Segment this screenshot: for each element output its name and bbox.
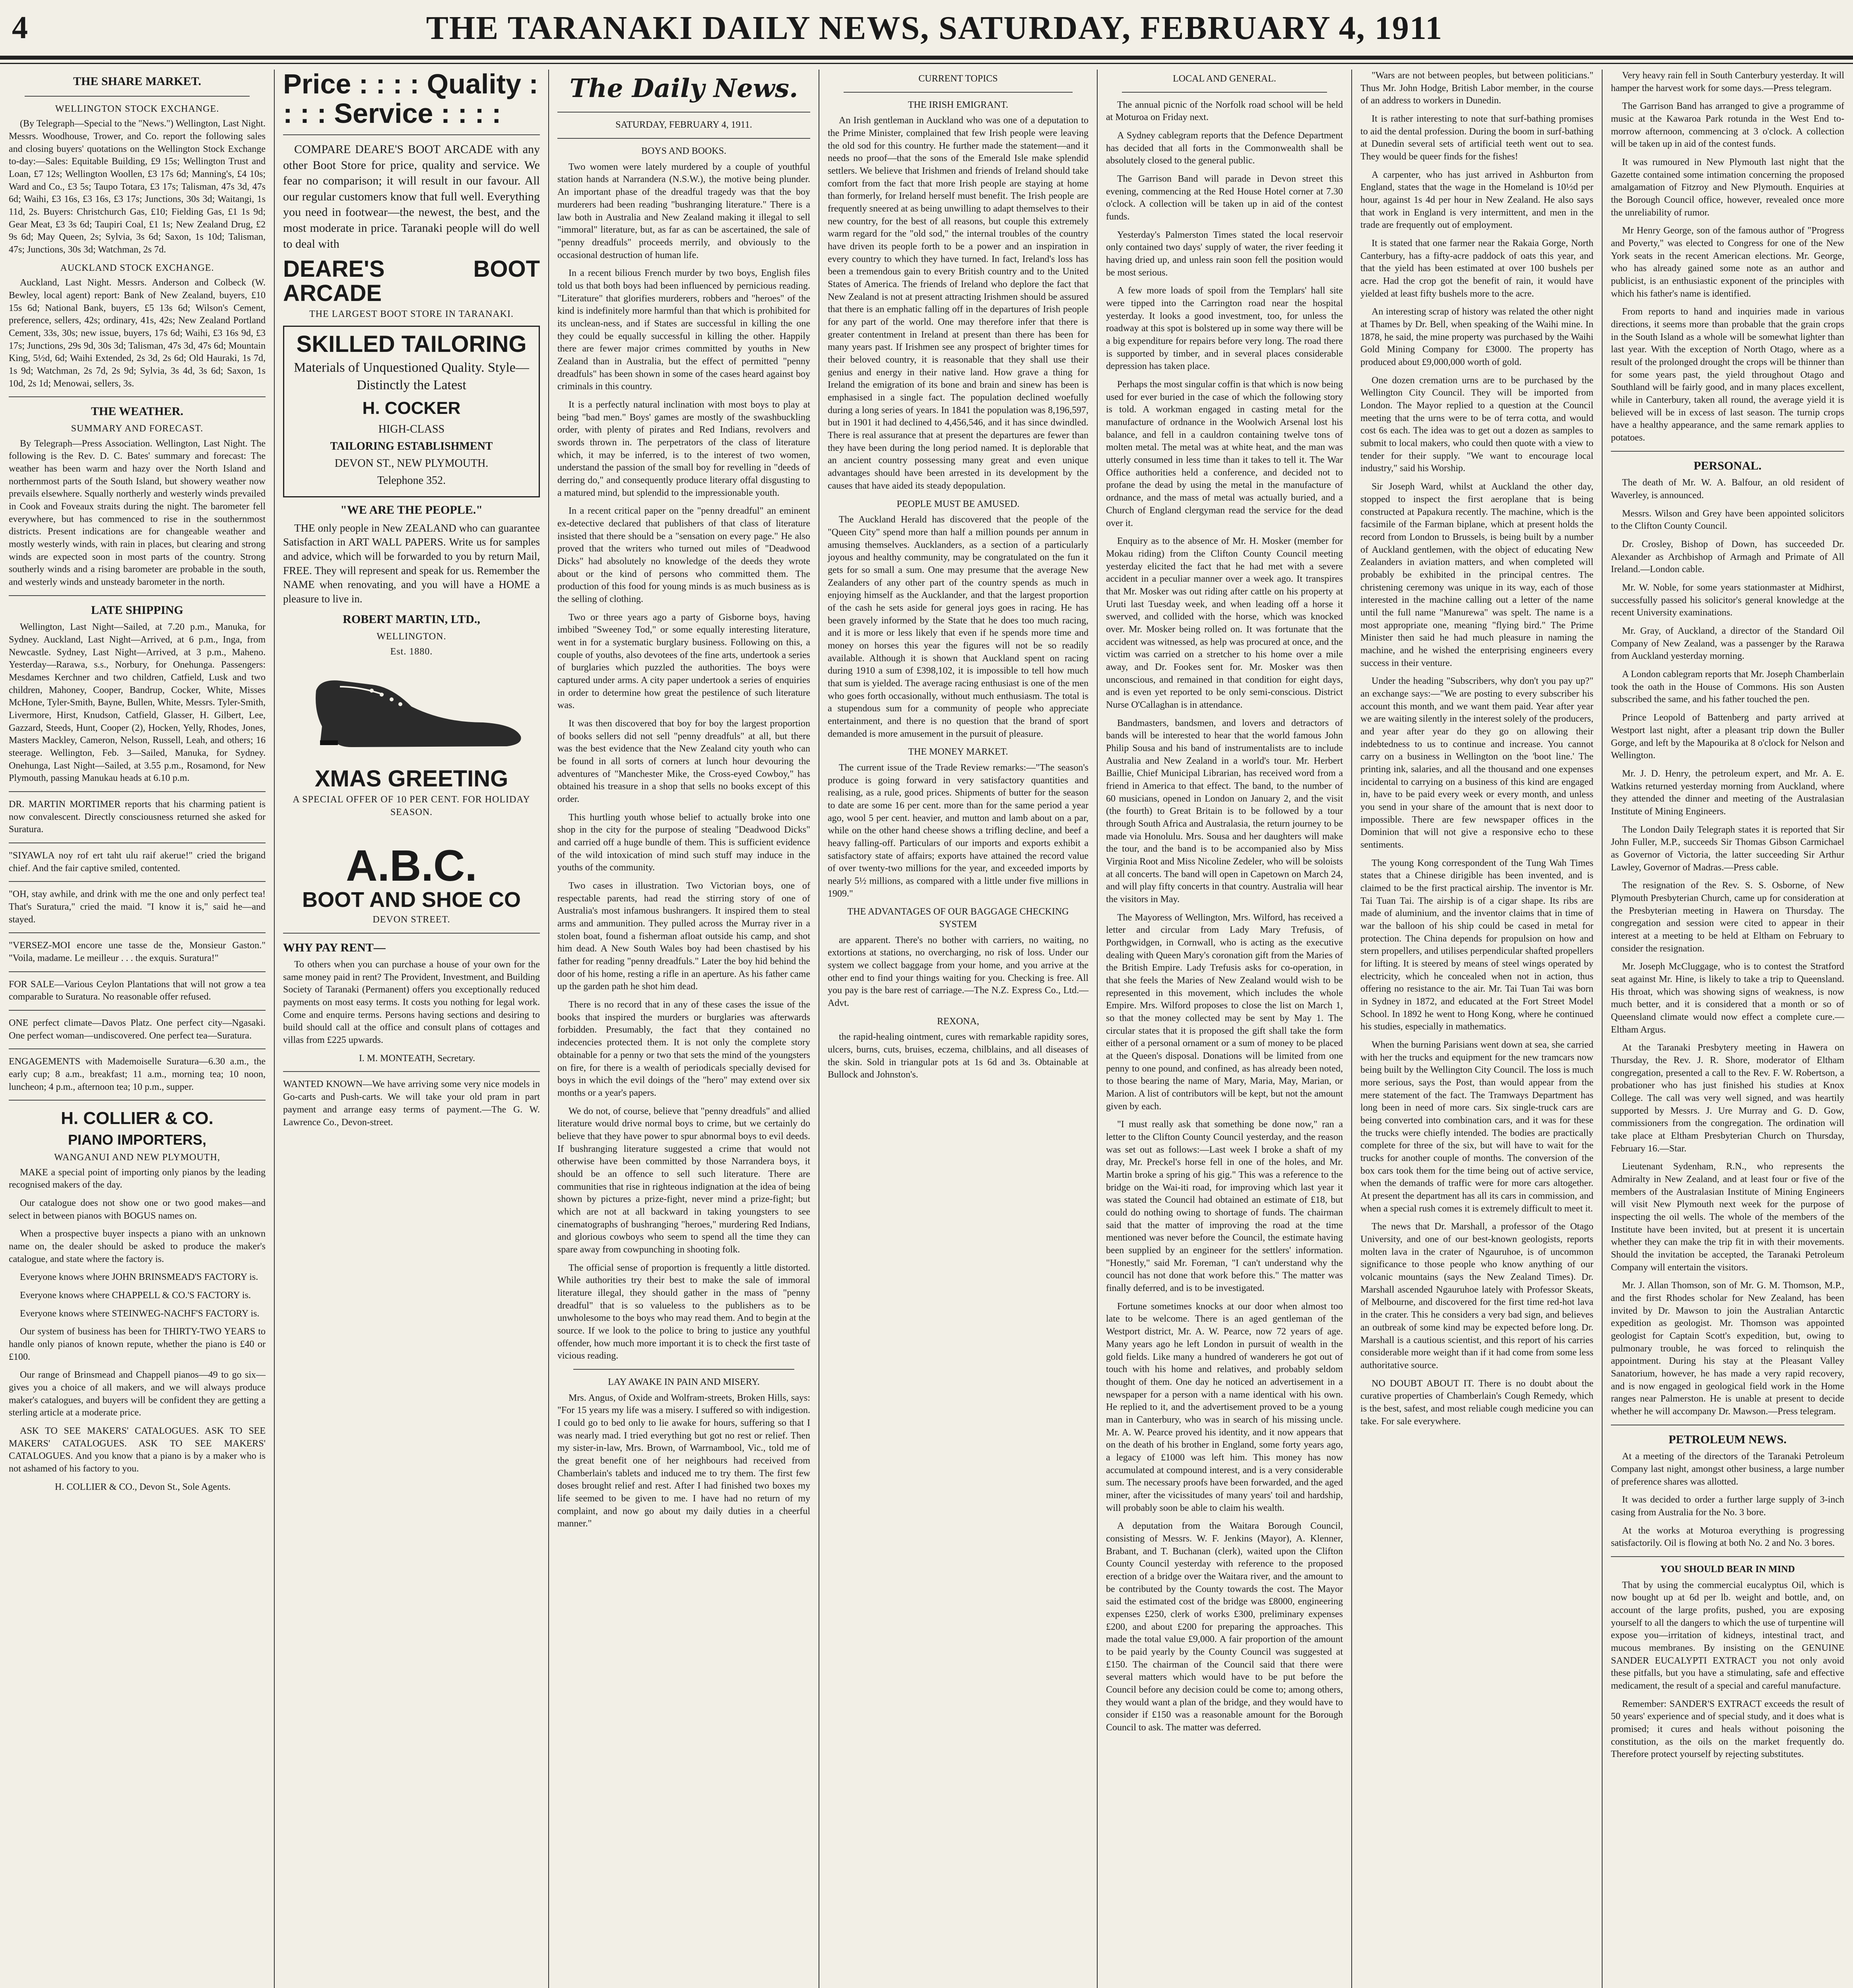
rent-ad-title: WHY PAY RENT— (283, 941, 386, 954)
abc-ad-name: BOOT AND SHOE CO (302, 888, 521, 912)
column-1 (0, 70, 274, 1988)
page-number: 4 (12, 10, 28, 45)
personal-item: Mr. J. D. Henry, the petroleum expert, and Mr. A. E. Watkins returned yesterday morning from Auckland, where they attended the dinner and meeting of the Australasian Institute of Mining Engineers. (1611, 768, 1844, 817)
news-item: NO DOUBT ABOUT IT. There is no doubt about the curative properties of Chamberlain's Cough Remedy, which is the best, safest, and most reliable cough medicine you can take. For sale everywhere. (1360, 1378, 1593, 1427)
divider (9, 1100, 266, 1101)
suratura-notice: FOR SALE—Various Ceylon Plantations that will not grow a tea comparable to Suratura. No reasonable offer refused. (9, 979, 266, 1002)
deare-ad-tagline: THE LARGEST BOOT STORE IN TARANAKI. (309, 309, 514, 319)
divider (283, 1071, 540, 1072)
editorial-date: SATURDAY, FEBRUARY 4, 1911. (615, 120, 752, 130)
martin-ad-text: THE only people in New ZEALAND who can guarantee Satisfaction in ART WALL PAPERS. Write us for samples and advice, which will be forwarded to you by return Mail, FREE. They will represent and speak for us. Remember the NAME when renovating, and you will have a HOME a pleasure to live in. (283, 522, 540, 605)
personal-item: Messrs. Wilson and Grey have been appointed solicitors to the Clifton County Council. (1611, 508, 1844, 532)
news-item: Perhaps the most singular coffin is that which is now being used for ever buried in the case of which the following story is told. A workman engaged in casting metal for the manufacture of ordnance in the Woolwich Arsenal lost his balance, and fell in a cauldron containing twelve tons of molten metal. The metal was at white heat, and the man was utterly consumed in less time than it takes to tell it. The War Office authorities held a conference, and decided not to profane the dead by using the metal in the manufacture of ordnance, and the mass of metal was actually buried, and a Church of England clergyman read the service for the dead over it. (1106, 379, 1343, 528)
cocker-ad-address: DEVON ST., NEW PLYMOUTH. (334, 457, 489, 470)
collier-ad-subtitle: PIANO IMPORTERS, (68, 1131, 207, 1148)
personal-item: Mr. W. Noble, for some years stationmaster at Midhirst, successfully passed his solicitor's general knowledge at the recent University examinations. (1611, 582, 1844, 618)
collier-ad-paragraph: Everyone knows where STEINWEG-NACHF'S FACTORY is. (20, 1308, 260, 1319)
personal-item: At the Taranaki Presbytery meeting in Hawera on Thursday, the Rev. J. R. Shore, moderator of Eltham congregation, presented a call to the Rev. F. W. Robertson, a probationer who has just finished his studies at Knox College. The call was very well signed, and was heartily supported by Messrs. J. Ure Murray and G. D. Gow, commissioners from the congregation. The ordination will take place at Eltham Presbyterian Church on Thursday, February 16.—Star. (1611, 1043, 1844, 1154)
news-item: When the burning Parisians went down at sea, she carried with her the trucks and equipment for the new tramcars now being built by the Wellington City Council. The loss is much more serious, says the Post, than would appear from the mere statement of the fact. The Tramways Department has long been in need of more cars. Six single-truck cars are being converted into combination cars, and it was for these the trucks were chiefly intended. The bodies are practically complete for three of the six, but will have to wait for the trucks for another couple of months. The conversion of the box cars took them for the time being out of active service, when the demands of traffic were for more cars altogether. At present the department has all its cars in commission, and when a special rush comes it is extremely difficult to meet it. (1360, 1040, 1593, 1214)
news-item: Very heavy rain fell in South Canterbury yesterday. It will hamper the harvest work for some days.—Press telegram. (1611, 70, 1844, 93)
editorial-paragraph: We do not, of course, believe that "penny dreadfuls" and allied literature would drive normal boys to crime, but we certainly do believe that they have power to spur abnormal boys to evil deeds. If bushranging literature suggested a crime that would not otherwise have been committed by those Narrandera boys, it should be an offence to sell such literature. There are communities that rise in righteous indignation at the idea of being shown by pictures a prize-fight, never mind a prize-fight; but which are not at all backward in taking youngsters to see cinematographs of bushranging "heroes," murdering Red Indians, and glorious cowboys who seem to spend all the time they can spare away from cowpunching in shooting folk. (557, 1106, 810, 1255)
deare-ad-heading: Price : : : : Quality : : : : Service : : : : (283, 70, 538, 129)
news-item: A deputation from the Waitara Borough Council, consisting of Messrs. W. F. Jenkins (Mayor), A. Klenner, Brabant, and T. Buchanan (clerk), waited upon the Clifton County Council yesterday with reference to the proposed erection of a bridge over the Waitara river, and the amount to be contributed by the County towards the cost. The Mayor said the estimated cost of the bridge was £8000, engineering expenses £250, clerk of works £300, preliminary expenses £200, and about £200 for preparing the approaches. This made the total value £9,000. A fair proportion of the amount to be paid yearly by the County Council was suggested at £150. The chairman of the Council said that there were several matters which would have to be put before the Council before any decision could be come to; among others, they would want a plan of the bridge, and they would have to consider if £150 was a reasonable amount for the Borough Council to ask. The matter was deferred. (1106, 1521, 1343, 1733)
divider (1122, 92, 1327, 93)
divider (557, 112, 810, 113)
divider (1611, 1556, 1844, 1557)
divider (283, 933, 540, 934)
personal-item: Mr. J. Allan Thomson, son of Mr. G. M. Thomson, M.P., and the first Rhodes scholar for New Zealand, has been invited by Dr. Mawson to join the Australian Antarctic expedition as geologist. Mr. Thomson was appointed geologist for Captain Scott's expedition, but, owing to pulmonary trouble, he was forced to relinquish the appointment. During his stay at the Pleasant Valley Sanatorium, however, he has made a very rapid recovery, and is now engaged in geological field work in the Home ranges near Palmerston. He is unable at present to decide whether he will accompany Dr. Mawson.—Press telegram. (1611, 1280, 1844, 1417)
deare-ad-text: COMPARE DEARE'S BOOT ARCADE with any other Boot Store for price, quality and service. We fear no comparison; it will result in our favour. All our regular customers know that full well. Everything you need in footwear—the newest, the best, and the most moderate in price. Taranaki people will do well to deal with (283, 143, 540, 250)
suratura-notice: "VERSEZ-MOI encore une tasse de the, Monsieur Gaston." "Voila, madame. Le meilleur . . . the exquis. Suratura!" (9, 940, 266, 964)
collier-ad-paragraph: Everyone knows where CHAPPELL & CO.'S FACTORY is. (20, 1290, 251, 1301)
divider (283, 134, 540, 135)
suratura-notice: "SIYAWLA noy rof ert taht ulu raif akerue!" cried the brigand chief. And the fair captive smiled, contented. (9, 850, 266, 874)
editorial-paragraph: In a recent bilious French murder by two boys, English files told us that both boys had been influenced by pernicious reading. "Literature" that glorifies murderers, robbers and "heroes" of the kind is indefinitely more harmful than that which is prohibited for its unclean-ness, and if States are successful in killing the one they could be equally successful in killing the other. Happily there are fewer major crimes committed by youths in New Zealand than in Australia, but the effect of permitted "penny dreadfuls" has been shown in some of the cases heard against boy criminals in this country. (557, 268, 810, 392)
news-item: The Garrison Band will parade in Devon street this evening, commencing at the Red House Hotel corner at 7.30 o'clock. A collection will be taken up in aid of the contest funds. (1106, 174, 1343, 222)
collier-ad-paragraph: Everyone knows where JOHN BRINSMEAD'S FACTORY is. (20, 1272, 258, 1283)
editorial-paragraph: Two women were lately murdered by a couple of youthful station hands at Narrandera (N.S.W.), the motive being plunder. An important phase of the dreadful tragedy was that the boy murderers had been reading "bushranging literature." There is a law both in Australia and New Zealand making it illegal to sell "immoral" literature, but, as far as can be ascertained, the sale of "penny dreadfuls" proceeds merrily, and obviously to the occasional destruction of human life. (557, 161, 810, 260)
abc-ad-title: A.B.C. (346, 841, 477, 890)
divider (9, 971, 266, 972)
weather-subtitle: SUMMARY AND FORECAST. (71, 423, 204, 434)
bear-in-mind-closing: Remember: SANDER'S EXTRACT exceeds the result of 50 years' experience and of special study, and it does what is promised; it cures and heals without poisoning the constitution, as the oils on the market frequently do. Therefore protect yourself by rejecting substitutes. (1611, 1699, 1844, 1760)
column-3-editorial (549, 70, 819, 1988)
article-title: THE IRISH EMIGRANT. (908, 99, 1009, 110)
xmas-greeting-title: XMAS GREETING (314, 766, 508, 792)
divider (25, 96, 250, 97)
suratura-notice: ENGAGEMENTS with Mademoiselle Suratura—6.30 a.m., the early cup; 8 a.m., breakfast; 11 a.m., morning tea; 10 noon, luncheon; 4 p.m., afternoon tea; 10 p.m., supper. (9, 1056, 266, 1092)
news-item: Enquiry as to the absence of Mr. H. Mosker (member for Mokau riding) from the Clifton County Council meeting yesterday elicited the fact that he had met with a severe accident in a peculiar manner over a week ago. It transpires that Mr. Mosker was out riding after cattle on his property at Uruti last Tuesday week, and when leading off a horse it swerved, and collided with the horse, which was knocked over. Mr. Mosker being rolled on. It was fortunate that the accident was witnessed, as help was procured at once, and the victim was carried on a stretcher to his home over a mile away, and Dr. Fookes sent for. Mr. Mosker was then unconscious, and remained in that condition for eight days, and is even yet reported to be only semi-conscious. District Nurse O'Callaghan is in attendance. (1106, 536, 1343, 710)
news-item: Bandmasters, bandsmen, and lovers and detractors of bands will be interested to hear that the world famous John Philip Sousa and his band of instrumentalists are to include Australia and New Zealand in a world's tour. Mr. Herbert Baillie, Chief Municipal Librarian, has received word from a friend in America to that effect. The band, to the number of 60 musicians, opened in London on January 2, and the visit (the fourth) to Great Britain is to be followed by a tour through South Africa and Australasia, the return journey to be made via Honolulu. Mrs. Sousa and her daughters will make the tour, and the band is to be accompanied also by Miss Virginia Root and Miss Nicoline Zedeler, who will be soloists at all concerts. The band will open in Capetown on March 24, and will play fifty concerts in that country. Australia will hear the visitors in May. (1106, 718, 1343, 905)
editorial-title: BOYS AND BOOKS. (641, 146, 727, 157)
weather-title: THE WEATHER. (91, 405, 184, 418)
suratura-notice: "OH, stay awhile, and drink with me the one and only perfect tea! That's Suratura," cried the maid. "I know it is," said he—and stayed. (9, 889, 266, 925)
divider (9, 595, 266, 596)
news-item: A Sydney cablegram reports that the Defence Department has decided that all forts in the Commonwealth shall be absolutely closed to the general public. (1106, 130, 1343, 166)
suratura-notice: DR. MARTIN MORTIMER reports that his charming patient is now convalescent. Directly consciousness returned she asked for Suratura. (9, 799, 266, 835)
article-text: the rapid-healing ointment, cures with remarkable rapidity sores, ulcers, burns, cuts, bruises, eczema, chilblains, and all diseases of the skin. Sold in triangular pots at 1s 6d and 3s. Obtainable at Bullock and Johnston's. (828, 1032, 1089, 1080)
collier-ad-location: WANGANUI AND NEW PLYMOUTH, (54, 1152, 220, 1163)
news-item: The Garrison Band has arranged to give a programme of music at the Kawaroa Park rotunda in the West End to-morrow afternoon, commencing at 3 o'clock. A collection will be taken up in aid of the contest funds. (1611, 101, 1844, 149)
cocker-ad-telephone: Telephone 352. (377, 474, 446, 487)
news-item: "Wars are not between peoples, but between politicians." Thus Mr. John Hodge, British Labor member, in the course of an address to workers in Dunedin. (1360, 70, 1593, 106)
news-item: One dozen cremation urns are to be purchased by the Wellington City Council. They will be imported from London. The Mayor replied to a question at the Council meeting that the urns were to be of terra cotta, and would cost 6s each. The idea was to get out a dozen as samples to submit to local makers, who could then quote with a view to tender for their supply. "We want to encourage local industry," said his Worship. (1360, 375, 1593, 474)
cocker-ad-class: HIGH-CLASS (378, 423, 445, 436)
personal-item: Mr. Joseph McCluggage, who is to contest the Stratford seat against Mr. Hine, is likely to take a trip to Queensland. His throat, which was showing signs of weakness, is now much better, and it is considered that a month or so of Queensland climate would now effect a complete cure.—Eltham Argus. (1611, 961, 1844, 1035)
personal-item: The death of Mr. W. A. Balfour, an old resident of Waverley, is announced. (1611, 478, 1844, 501)
news-item: The young Kong correspondent of the Tung Wah Times states that a Chinese dirigible has been invented, and is claimed to be the first practical airship. The inventor is Mr. Tai Tuan Tai. The airship is of a cigar shape. Its ribs are made of aluminium, and the inventor claims that in time of war the balloon of his ship could be cased in metal for protection. The China depends for propulsion on how and stern propellers, and utilises perpendicular shafted propellers for lifting. It is steered by means of steel wings operated by electricity, which he concealed when not in action, thus offering no resistance to the air. Mr. Tai Tuan Tai was born in Sydney in 1872, and educated at the Fort Street Model School. In 1892 he went to Hong Kong, where he continued his studies, especially in mathematics. (1360, 858, 1593, 1032)
personal-item: Lieutenant Sydenham, R.N., who represents the Admiralty in New Zealand, and at least four or five of the members of the Australasian Institute of Mining Engineers will visit New Plymouth next week for the purpose of inspecting the oil wells. The whole of the members of the Institute have been invited, but at present it is uncertain whether they can make the trip fit in with their movements. Should the invitation be accepted, the Taranaki Petroleum Company will entertain the visitors. (1611, 1161, 1844, 1273)
collier-ad-paragraph: When a prospective buyer inspects a piano with an unknown name on, the dealer should be asked to produce the maker's catalogue, and state where the factory is. (9, 1229, 266, 1264)
editorial-paragraph: Two cases in illustration. Two Victorian boys, one of respectable parents, had read the stirring story of one of Australia's most infamous bushrangers. It inspired them to steal arms and ammunition. They pulled across the Murray river in a stolen boat, found a fisherman afloat outside his camp, and shot him dead. A New South Wales boy had been chastised by his father for reading "penny dreadfuls." Later the boy hid behind the door of his home, resting a rifle in an aperture. As his father came up the garden path he shot him dead. (557, 881, 810, 992)
personal-item: The resignation of the Rev. S. S. Osborne, of New Plymouth Presbyterian Church, came up for consideration at the Presbyterian meeting in Hawera on Thursday. The congregation and session were cited to appear in their interest at a meeting to be held at Eltham on February to consider the resignation. (1611, 880, 1844, 954)
news-item: An interesting scrap of history was related the other night at Thames by Dr. Bell, when speaking of the Waihi mine. In 1878, he said, the mine property was purchased by the Waihi Gold Mining Company for £3000. The property has produced about £9,000,000 worth of gold. (1360, 307, 1593, 368)
divider (557, 138, 810, 139)
divider (9, 396, 266, 397)
bear-in-mind-text: That by using the commercial eucalyptus Oil, which is now bought up at 6d per lb. weight and bottle, and, on account of the large profits, pushed, you are exposing yourself to all the dangers to which the use of turpentine will expose you—irritation of kidneys, intestinal tract, and mucous membranes. By insisting on the GENUINE SANDER EUCALYPTI EXTRACT you not only avoid these pitfalls, but you have a stimulating, safe and effective medicament, the result of a special and careful manufacture. (1611, 1580, 1844, 1691)
petroleum-item: It was decided to order a further large supply of 3-inch casing from Australia for the No. 3 bore. (1611, 1495, 1844, 1518)
martin-ad-quote: "WE ARE THE PEOPLE." (340, 503, 483, 517)
editorial-paragraph: It was then discovered that boy for boy the largest proportion of books sellers did not sell "penny dreadfuls" at all, but there was the best evidence that the New Zealand city youth who can be found in all sorts of corners at lunch hour devouring the adventures of "Manchester Mike, the Cross-eyed Cowboy," has obtained his treasure in a shop that sells no books except of this order. (557, 718, 810, 805)
news-item: A few more loads of spoil from the Templars' hall site were tipped into the Carrington road near the hospital yesterday. It looks a good investment, too, for unless the roadway at this spot is bolstered up in some way there will be a big expenditure for repairs before very long. The road there is supported by timber, and in several places considerable depression has taken place. (1106, 285, 1343, 372)
cocker-ad-establishment: TAILORING ESTABLISHMENT (330, 440, 493, 453)
article-title: THE ADVANTAGES OF OUR BAGGAGE CHECKING SYSTEM (847, 907, 1069, 930)
article-text: are apparent. There's no bother with carriers, no waiting, no extortions at stations, no overcharging, no risk of loss. Under our system we collect baggage from your home, and you arrive at the other end to find your things waiting for you. Checking is free. All you pay is the bare rest of carriage.—The N.Z. Express Co., Ltd.—Advt. (828, 935, 1089, 1009)
wellington-exchange-report: (By Telegraph—Special to the "News.") Wellington, Last Night. Messrs. Woodhouse, Trower, and Co. report the following sales and closing buyers' quotations on the Wellington Stock Exchange to-day:—Sales: Equitable Building, £9 15s; Wellington Trust and Loan, £7 12s; Wellington Woollen, £3 17s 6d; Manning's, £4 10s; Ward and Co., £3 5s; Taupo Totara, £3 17s; Talisman, 47s 3d, 47s 6d; Waihi, £3 16s, £3 16s, £3 17s; Junctions, 30s 3d; Waitangi, 1s 11d, 2s. Buyers: Christchurch Gas, £10; Fielding Gas, £1 1s 9d; Gear Meat, £3 3s 6d; Taupiri Coal, £1 1s; New Zealand Drug, £2 9s 6d; May Queen, 2s; Sylvia, 3s 6d; Saxon, 1s 10d; Talisman, 47s; Junctions, 30s 3d; Watchman, 2s 7d. (9, 118, 266, 255)
advert-title: LAY AWAKE IN PAIN AND MISERY. (608, 1376, 760, 1387)
news-item: From reports to hand and inquiries made in various directions, it seems more than probable that the grain crops in the South Island as a whole will be somewhat lighter than last year. With the exception of North Otago, where as a result of the prolonged drought the crops will be thinner than for some years past, the yield throughout Otago and Southland will be fairly good, and in many places excellent, while in Canterbury, taken all round, the average yield it is believed will be in excess of last season. The turnip crops have a healthy appearance, and the same remark applies to potatoes. (1611, 307, 1844, 443)
masthead-title: THE TARANAKI DAILY NEWS, SATURDAY, FEBRUARY 4, 1911 (426, 9, 1443, 47)
article-text: An Irish gentleman in Auckland who was one of a deputation to the Prime Minister, complained that few Irish people were leaving the old sod for this country. He further made the statement—and it needs no proof—that the sons of the Emerald Isle make splendid settlers. We believe that Irishmen and friends of Ireland should take comfort from the fact that more Irish people are staying at home than formerly, for Ireland herself must benefit. The Irish people are frequently sneered at as being unwilling to adapt themselves to their new country, for the best of all reasons, but couple this extremely warm regard for the "old sod," the internal troubles of the country have driven its people forth to be a power and an inspiration in every country to which they have turned. In fact, Ireland's loss has been a tremendous gain to every British country and to the United States of America. The friends of Ireland who deplore the fact that New Zealand is not at present attracting Irishmen should be assured that there is an emphatic falling off in the departures of Irish people for any part of the world. One may therefore infer that there is greater contentment in Ireland at present than there has been for many years past. If Irishmen see any prospect of brighter times for their beloved country, it is reasonable that they shall use their genius and energy in their native land. How grave a thing for Ireland the emigration of its bone and brain and sinew has been is emphasised in a single fact. The population declined woefully during a long series of years. In 1841 the population was 8,196,597, but in 1901 it had declined to 4,456,546, and it has since dwindled. There is real assurance that at present the departures are fewer than they have been during the long period named. It is deplorable that an ancient country possessing many great and even unique advantages should have been arrested in its development by the causes that have aided its steady depopulation. (828, 115, 1089, 491)
divider (1611, 451, 1844, 452)
article-text: The Auckland Herald has discovered that the people of the "Queen City" spend more than half a million pounds per annum in amusing themselves. Aucklanders, as a section of a particularly joyous and healthy community, may be congratulated on the fun it gets for so small a sum. One may presume that the average New Zealanders of any other part of the country spends as much in enjoying himself as the Aucklander, and that the largest proportion of the cash he sets aside for general joys goes in racing. He has been gravely informed by the State that he does too much racing, and it is more or less likely that even if he spends more time and money on horses this year the figures will not be so readily available. Although it is shown that Auckland spent on racing during 1910 a sum of £398,102, it is impossible to tell how much that sum is yielded. The average racing enthusiast is one of the men who goes forth occasionally, without much enthusiasm. The total is a stupendous sum for a community of people who appreciate entertainment, and there is no question that the brand of sport demanded is more amusement in the pursuit of pleasure. (828, 514, 1089, 739)
article-title: REXONA, (937, 1016, 979, 1027)
article-title: PEOPLE MUST BE AMUSED. (896, 499, 1020, 509)
divider (9, 1010, 266, 1011)
shoe-illustration (283, 663, 540, 762)
editorial-paragraph: The official sense of proportion is frequently a little distorted. While authorities try their best to make the sale of immoral literature illegal, they should gather in the mass of "penny dreadful" that is so valueless to the publishers as to be unwholesome to the boys who may read them. And to begin at the source. If we look to the police to bring to justice any youthful offender, how much more important it is to check the first taste of vicious reading. (557, 1262, 810, 1361)
share-market-title: THE SHARE MARKET. (73, 75, 201, 88)
personal-item: Mr. Gray, of Auckland, a director of the Standard Oil Company of New Zealand, was a passenger by the Rarawa from Auckland yesterday morning. (1611, 626, 1844, 662)
masthead-rule-thin (0, 63, 1853, 64)
column-5-local-general (1097, 70, 1352, 1988)
news-item: A carpenter, who has just arrived in Ashburton from England, states that the wage in the Homeland is 10½d per hour, against 1s 4d per hour in New Zealand. He also says that work in England is very intermittent, and men in the trade are frequently out of employment. (1360, 169, 1593, 231)
collier-ad-paragraph: Our range of Brinsmead and Chappell pianos—49 to go six—gives you a choice of all makers, and we will always produce maker's catalogues, and buyers will be confident they are getting a sterling article at a moderate price. (9, 1370, 266, 1418)
rent-ad-text: To others when you can purchase a house of your own for the same money paid in rent? The Provident, Investment, and Building Society of Taranaki (Permanent) offers you exceptionally reduced payments on most easy terms. It costs you nothing for legal work. Come and enquire terms. Persons having sections and desiring to build should call at the office and consult plans of cottages and villas from £225 upwards. (283, 959, 540, 1046)
auckland-exchange-report: Auckland, Last Night. Messrs. Anderson and Colbeck (W. Bewley, local agent) report: Bank of New Zealand, buyers, £10 15s 6d; National Bank, buyers, £5 13s 6d; Wilson's Cement, preference, sellers, 42s; ordinary, 41s, 42s; New Zealand Portland Cement, 33s, 30s; new issue, buyers, 17s 6d; Waihi, £3 16s 9d, £3 17s; Junctions, 29s 9d, 30s 3d; Talisman, 47s 3d, 47s 6d; Mountain King, 5½d, 6d; Waihi Extended, 2s 3d, 2s 6d; Old Hauraki, 1s 7d, 1s 9d; Watchman, 2s 7d, 2s 9d; Sylvia, 3s 4d, 3s 6d; Saxon, 1s 10d, 2s 1d; Menowai, sellers, 3s. (9, 278, 266, 389)
newspaper-nameplate: The Daily News. (569, 74, 798, 103)
wellington-exchange-heading: WELLINGTON STOCK EXCHANGE. (55, 103, 219, 114)
current-topics-heading: CURRENT TOPICS (918, 74, 998, 84)
editorial-paragraph: This hurtling youth whose belief to actually broke into one shop in the city for the purpose of stealing "Deadwood Dicks" and carried off a huge bundle of them. This is sufficient evidence of the wild intoxication of mind such stuff may induce in the youths of the community. (557, 812, 810, 873)
martin-ad-established: Est. 1880. (390, 646, 433, 657)
divider (9, 932, 266, 933)
news-item: Sir Joseph Ward, whilst at Auckland the other day, stopped to inspect the first aeroplane that is being constructed at Papakura recently. The machine, which is the facsimile of the Farman biplane, which at present holds the record from London to Brussels, is being built by a number of Auckland gentlemen, with the object of educating New Zealanders in aviation matters, and when completed will probably be exhibited in the principal centres. The christening ceremony was unique in its way, each of those interested in the machine calling out a letter of the name until the full name "Manurewa" was spelt. The name is a most appropriate one, meaning "flying bird." The Prime Minister then said he had much pleasure in naming the machine, and he wished the enterprising engineers every success in their venture. (1360, 481, 1593, 668)
local-general-heading: LOCAL AND GENERAL. (1173, 74, 1276, 84)
rent-ad-signature: I. M. MONTEATH, Secretary. (359, 1053, 475, 1064)
editorial-paragraph: Two or three years ago a party of Gisborne boys, having imbibed "Sweeney Tod," or some equally interesting literature, went in for a systematic burglary business. Following on this, a couple of youths, also devotees of the fine arts, undertook a series of burglaries which puzzled the authorities. The boys were captured under arms. A city paper undertook a series of enquiries in order to determine how great the pestilence of such literature was. (557, 612, 810, 711)
collier-ad-signature: H. COLLIER & CO., Devon St., Sole Agents. (55, 1481, 231, 1492)
xmas-greeting-offer: A SPECIAL OFFER OF 10 PER CENT. FOR HOLIDAY SEASON. (293, 794, 530, 817)
advert-text: Mrs. Angus, of Oxide and Wolfram-streets, Broken Hills, says: "For 15 years my life was a misery. I suffered so with indigestion. I could go to bed only to lie awake for hours, suffering so that I was nearly mad. I tried everything but got no rest or relief. Then my sister-in-law, Mrs. Brown, of Warrnambool, Vic., told me of the great benefit one of her neighbours had received from Chamberlain's tablets and induced me to try them. The first few doses brought relief and rest. After I had finished two boxes my life seemed to be given to me. I have had no return of my complaint, and now go about my daily duties in a cheerful manner." (557, 1392, 810, 1529)
personal-heading: PERSONAL. (1694, 459, 1762, 472)
divider (9, 1048, 266, 1049)
cocker-ad-text: Materials of Unquestioned Quality. Style—Distinctly the Latest (294, 360, 529, 393)
wanted-notice: WANTED KNOWN—We have arriving some very nice models in Go-carts and Push-carts. We will take your old pram in part payment and arrange easy terms of payment.—The G. W. Lawrence Co., Devon-street. (283, 1079, 540, 1128)
abc-ad-street: DEVON STREET. (373, 914, 450, 925)
divider (9, 791, 266, 792)
column-7-news (1602, 70, 1853, 1988)
column-2-advertisements (274, 70, 549, 1988)
petroleum-item: At the works at Moturoa everything is progressing satisfactorily. Oil is flowing at both No. 2 and No. 3 bores. (1611, 1525, 1844, 1549)
news-item: Yesterday's Palmerston Times stated the local reservoir only contained two days' supply of water, the river feeding it having dried up, and unless rain soon fell the position would be most serious. (1106, 229, 1343, 278)
masthead-rule (0, 56, 1853, 60)
personal-item: Dr. Crosley, Bishop of Down, has succeeded Dr. Alexander as Archbishop of Armagh and Primate of All Ireland.—London cable. (1611, 539, 1844, 575)
shipping-title: LATE SHIPPING (91, 603, 183, 617)
auckland-exchange-heading: AUCKLAND STOCK EXCHANGE. (60, 262, 214, 273)
news-item: Under the heading "Subscribers, why don't you pay up?" an exchange says:—"We are posting to every subscriber his account this month, and we want them paid. Year after year we are waiting silently in the interest solely of the producers, and year after year do they go on allowing their indebtedness to us to continue and increase. You cannot carry on a business in Wellington on the 'boot line.' The printing ink, salaries, and all the thousand and one expenses incidental to carrying on a business of this kind are engaged in, have to be paid every week or every month, and unless you send in your share of the amount that is next door to impossible. There are few newspaper offices in the Dominion that will not give a responsive echo to these sentiments. (1360, 676, 1593, 850)
news-item: It is stated that one farmer near the Rakaia Gorge, North Canterbury, has a fifty-acre paddock of oats this year, and that the yield has been estimated at over 100 bushels per acre. Had the crop got the benefit of rain, it would have yielded at least fifty bushels more to the acre. (1360, 238, 1593, 299)
news-item: Fortune sometimes knocks at our door when almost too late to be welcome. There is an aged gentleman of the Westport district, Mr. A. W. Pearce, now 72 years of age. Many years ago he left London in pursuit of wealth in the gold fields. Like many a hundred of wanderers he got out of touch with his home and relatives, and probably seldom thought of them. One day he noticed an advertisement in a newspaper for a person with a name identical with his own. He replied to it, and the advertisement proved to be a young man in Canterbury, who was in search of his missing uncle. Mr. A. W. Pearce proved his identity, and it now appears that on the death of his brother in England, some forty years ago, a legacy of £1000 was left him. This money has now accumulated at compound interest, and is a very considerable sum. The necessary proofs have been forwarded, and the aged miner, after the vicissitudes of many years' toil and hardship, will probably soon be able to claim his wealth. (1106, 1301, 1343, 1513)
editorial-paragraph: In a recent critical paper on the "penny dreadful" an eminent ex-detective declared that publishers of that class of literature insisted that there should be a "sensation on every page." He also proved that the writers who turned out miles of "Deadwood Dicks" had absolutely no knowledge of the deeds they wrote about or the kind of persons who committed them. The production of this food for young minds is as much business as is the selling of clothing. (557, 506, 810, 604)
news-item: Mr Henry George, son of the famous author of "Progress and Poverty," was elected to Congress for one of the New York seats in the recent American elections. Mr. George, who has already gained some note as an author and publicist, is an enthusiastic exponent of the principles with which his father's name is identified. (1611, 225, 1844, 299)
column-4-current-topics (819, 70, 1097, 1988)
petroleum-heading: PETROLEUM NEWS. (1669, 1433, 1787, 1446)
cocker-ad-name: H. COCKER (362, 398, 461, 418)
personal-item: Prince Leopold of Battenberg and party arrived at Westport last night, after a pleasant trip down the Buller Gorge, and left by the Mapourika at 8 o'clock for Nelson and Wellington. (1611, 712, 1844, 761)
news-item: "I must really ask that something be done now," ran a letter to the Clifton County Council yesterday, and the reason was set out as follows:—Last week I broke a shaft of my dray, Mr. Preckel's horse fell in one of the holes, and Mr. Martin broke a spring of his gig." This was a reference to the bridge on the Wai-iti road, for improving which last year it was stated the Council had obtained an estimate of £18, but could do nothing owing to shortage of funds. The chairman said that the matter of improving the road at the time mentioned was never before the Council, the estimate having been supplied by an engineer for the settlers' information. "Honestly," said Mr. Foreman, "I can't understand why the council has not done that work before this." The matter was finally deferred, and is to be investigated. (1106, 1119, 1343, 1294)
cocker-ad (283, 326, 540, 498)
collier-ad-paragraph: MAKE a special point of importing only pianos by the leading recognised makers of the day. (9, 1167, 266, 1190)
collier-ad-paragraph: ASK TO SEE MAKERS' CATALOGUES. ASK TO SEE MAKERS' CATALOGUES. ASK TO SEE MAKERS' CATALOGUES. And you know that a piano is by a maker who is not ashamed of his factory to you. (9, 1426, 266, 1474)
collier-ad-paragraph: Our catalogue does not show one or two good makes—and select in between pianos with BOGUS names on. (9, 1198, 266, 1221)
suratura-notice: ONE perfect climate—Davos Platz. One perfect city—Ngasaki. One perfect woman—undiscovered. One perfect tea—Suratura. (9, 1018, 266, 1041)
petroleum-item: At a meeting of the directors of the Taranaki Petroleum Company last night, amongst other business, a large number of preference shares was allotted. (1611, 1451, 1844, 1487)
news-item: The Mayoress of Wellington, Mrs. Wilford, has received a letter and circular from Lady Mary Trefusis, of Porthgwidgen, in Cornwall, who is acting as the executive dealing with Queen Mary's coronation gift from the Maries of the British Empire. Lady Trefusis asks for co-operation, in that she feels the Maries of New Zealand would wish to be represented in this movement, which includes the whole Empire. Mrs. Wilford proposes to close the list on March 1, so that the money collected may be sent by May 1. The circular states that it is proposed the gift shall take the form either of a personal ornament or a sum of money to be placed at the Queen's disposal. Donations will be limited from one penny to one pound, and confined, as has already been noted, to those bearing the name of Mary, Maria, May, Marian, or Marion. A list of contributors will be kept, but not the amount given by each. (1106, 912, 1343, 1112)
divider (573, 1369, 794, 1370)
collier-ad-name: H. COLLIER & CO. (61, 1109, 213, 1128)
article-text: The current issue of the Trade Review remarks:—"The season's produce is going forward in very satisfactory quantities and realising, as a rule, good prices. Shipments of butter for the season to date are some 16 per cent. more than for the same period a year ago, wool 5 per cent. heavier, and mutton and lamb about on a par, while on the other hand cheese shows a trifling decline, and beef a heavy falling-off. Particulars of our imports and exports exhibit a satisfactory state of affairs; exports have attained the record value of over twenty-two millions for the year, and exceeded imports by nearly 5½ millions, as compared with a little under five millions in 1909." (828, 762, 1089, 899)
martin-ad-city: WELLINGTON. (376, 631, 446, 642)
shipping-report: Wellington, Last Night—Sailed, at 7.20 p.m., Manuka, for Sydney. Auckland, Last Night—Arrived, at 6 p.m., Inga, from Newcastle. Sydney, Last Night—Arrived, at 3 p.m., Maheno. Yesterday—Rarawa, s.s., Norbury, for Onehunga. Passengers: Mesdames Kerchner and two children, Catfield, Lusk and two children, Mahoney, Cooper, Bandrup, Cocker, White, Misses McHone, Tyler-Smith, Bayne, Bullen, White, Messrs. Tyler-Smith, Livermore, Hirst, Knudson, Catfield, Glasser, H. Gilbert, Lee, Gazzard, Steeds, Hunt, Cooper (2), Hocken, Yelly, Rhodes, Jones, Masters Mackley, Cameron, Nelson, Russell, Leah, and others; 16 steerage. Wellington, Feb. 3—Sailed, Manuka, for Sydney. Onehunga, Last Night—Sailed, at 3.55 p.m., Rosamond, for New Plymouth, passing Manukau heads at 6.10 p.m. (9, 622, 266, 784)
deare-ad-name: DEARE'S BOOT ARCADE (283, 256, 540, 307)
cocker-ad-heading: SKILLED TAILORING (296, 331, 527, 357)
personal-item: A London cablegram reports that Mr. Joseph Chamberlain took the oath in the House of Commons. His son Austen subscribed the same, and his father touched the pen. (1611, 669, 1844, 705)
bear-in-mind-heading: YOU SHOULD BEAR IN MIND (1660, 1564, 1795, 1575)
personal-item: The London Daily Telegraph states it is reported that Sir John Fuller, M.P., succeeds Sir Thomas Gibson Carmichael as Governor of Victoria, the latter succeeding Sir Arthur Lawley, Governor of Madras.—Press cable. (1611, 824, 1844, 873)
martin-ad-name: ROBERT MARTIN, LTD., (343, 613, 480, 626)
divider (9, 881, 266, 882)
editorial-paragraph: There is no record that in any of these cases the issue of the books that inspired the murders or burglaries was afterwards forbidden. Presumably, the fact that they contained no indecencies protected them. It is not only the complete story obtainable for a penny or two that sets the mind of the youngsters on fire, for there is a wealth of periodicals specially devised for boys in which the evil doings of the "hero" may extend over six months or a year's papers. (557, 1000, 810, 1098)
news-item: It is rather interesting to note that surf-bathing promises to aid the dental profession. During the boom in surf-bathing at Dunedin several sets of artificial teeth went out to sea. They would be queer finds for the fishes! (1360, 114, 1593, 162)
news-item: The news that Dr. Marshall, a professor of the Otago University, and one of our best-known geologists, reports molten lava in the crater of Ngauruhoe, is of uncommon significance to those people who know anything of our volcanic mountains (says the New Zealand Times). Dr. Marshall ascended Ngauruhoe lately with Professor Skeats, of Melbourne, and discovered for the first time red-hot lava in the crater. This he considers a very bad sign, and believes an outbreak of some kind may be expected before long. Dr. Marshall is a cautious scientist, and this report of his carries considerable more weight than if it had come from some less authoritative source. (1360, 1221, 1593, 1371)
divider (844, 92, 1073, 93)
masthead (0, 0, 1853, 56)
article-title: THE MONEY MARKET. (908, 747, 1008, 757)
editorial-paragraph: It is a perfectly natural inclination with most boys to play at being "bad men." Boys' games are mostly of the swashbuckling order, with plenty of pirates and Red Indians, revolvers and swords thrown in. The perpetrators of the class of literature which, it may be inferred, is to the interest of two women, understand the passion of the small boy for revelling in "deeds of derring do," and consequently produce literary offal disgusting to a matured mind, but splendid to the impressionable youth. (557, 399, 810, 498)
news-item: It was rumoured in New Plymouth last night that the Gazette contained some intimation concerning the proposed amalgamation of Fitzroy and New Plymouth. Enquiries at the Borough Council office, however, revealed once more the unreliability of rumor. (1611, 157, 1844, 218)
news-item: The annual picnic of the Norfolk road school will be held at Moturoa on Friday next. (1106, 99, 1343, 123)
column-6-news (1352, 70, 1602, 1988)
collier-ad-paragraph: Our system of business has been for THIRTY-TWO YEARS to handle only pianos of known repute, whether the piano is £40 or £100. (9, 1326, 266, 1362)
weather-report: By Telegraph—Press Association. Wellington, Last Night. The following is the Rev. D. C. Bates' summary and forecast: The weather has been warm and hazy over the North Island and northernmost parts of the South Island, but showery weather now prevails elsewhere. Squally northerly and westerly winds prevailed in Cook and Foveaux straits during the night. The barometer fell everywhere, but has commenced to rise in the southernmost districts. Present indications are for changeable weather and mostly westerly winds, with rain in places, but clearing and strong winds are expected soon in most parts of the country. Strong southerly winds and a rising barometer are probable in the south, and westerly winds and unsteady barometer in the north. (9, 438, 266, 588)
